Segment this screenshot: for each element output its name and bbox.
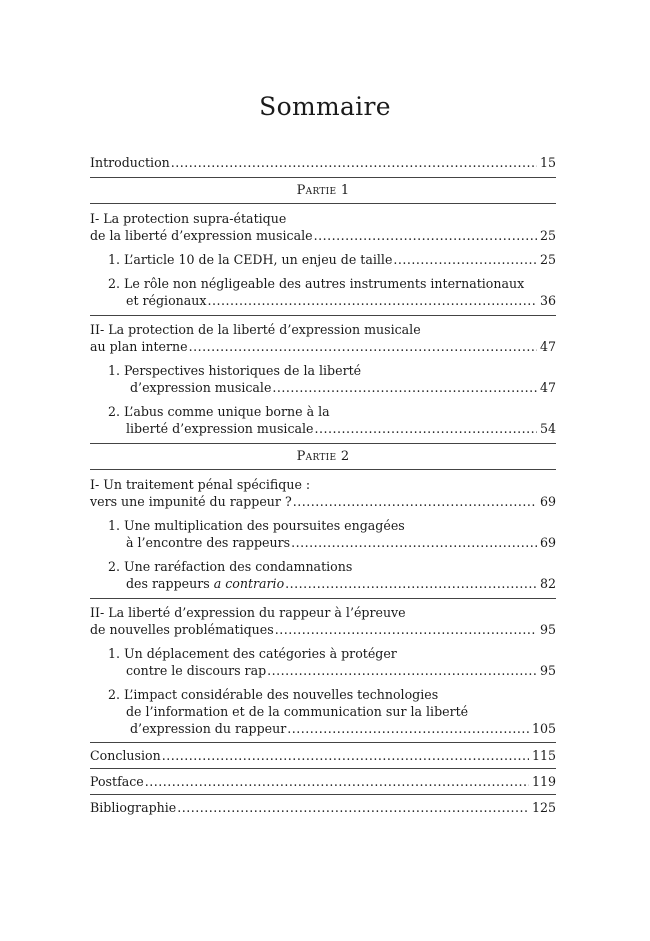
toc-label: 2. Le rôle non négligeable des autres instruments internationaux: [108, 276, 525, 291]
toc-page-number: 25: [539, 252, 556, 267]
toc-label: 2. L’impact considérable des nouvelles technologies: [108, 687, 439, 702]
leader-dots: [267, 662, 537, 679]
toc-leader: [108, 251, 556, 268]
leader-dots: [272, 379, 537, 396]
toc-entry-bibliographie: [90, 799, 556, 816]
toc-leader: [108, 420, 556, 437]
toc-leader: [90, 621, 556, 638]
toc-page-number: 47: [539, 339, 556, 354]
leader-dots: [293, 493, 537, 510]
toc-label: 1. L’article 10 de la CEDH, un enjeu de taille: [108, 252, 393, 267]
toc-subsection: [90, 275, 556, 309]
toc-label: 2. Une raréfaction des condamnations: [108, 559, 353, 574]
toc-label-group: [126, 575, 284, 592]
divider: [90, 742, 556, 743]
leader-dots: [171, 154, 537, 171]
page-title: Sommaire: [259, 92, 391, 121]
divider: [90, 794, 556, 795]
toc-label: 1. Un déplacement des catégories à protéger: [108, 646, 397, 661]
toc-page-number: 15: [539, 155, 556, 170]
toc-label: II- La liberté d’expression du rappeur à l’épreuve: [90, 605, 406, 620]
toc-label: au plan interne: [90, 339, 188, 354]
toc-subsection: [90, 645, 556, 679]
toc-page-number: 82: [539, 576, 556, 591]
toc-subsection: [90, 251, 556, 268]
toc-leader: [108, 720, 556, 737]
table-of-contents: [90, 148, 556, 816]
leader-dots: [189, 338, 537, 355]
toc-label: I- Un traitement pénal spécifique :: [90, 477, 311, 492]
divider: [90, 598, 556, 599]
toc-label: 1. Perspectives historiques de la liberté: [108, 363, 362, 378]
leader-dots: [314, 227, 537, 244]
leader-dots: [393, 251, 537, 268]
toc-entry-conclusion: [90, 747, 556, 764]
toc-label: d’expression musicale: [130, 380, 272, 395]
toc-label: à l’encontre des rappeurs: [126, 535, 291, 550]
toc-label: et régionaux: [126, 293, 207, 308]
divider: [90, 469, 556, 470]
toc-page-number: 119: [531, 774, 556, 789]
toc-label: vers une impunité du rappeur ?: [90, 494, 292, 509]
toc-page-number: 105: [531, 721, 556, 736]
leader-dots: [315, 420, 537, 437]
toc-subsection: [90, 362, 556, 396]
divider: [90, 443, 556, 444]
toc-label: Introduction: [90, 155, 170, 170]
toc-label: II- La protection de la liberté d’expression musicale: [90, 322, 421, 337]
toc-section: [90, 476, 556, 510]
toc-label: contre le discours rap: [126, 663, 267, 678]
toc-label: 1. Une multiplication des poursuites engagées: [108, 518, 405, 533]
toc-subsection: [90, 558, 556, 592]
toc-leader: [90, 747, 556, 764]
toc-label: Postface: [90, 774, 144, 789]
leader-dots: [287, 720, 529, 737]
toc-section: [90, 604, 556, 638]
toc-leader: [90, 338, 556, 355]
toc-leader: [90, 493, 556, 510]
toc-label: liberté d’expression musicale: [126, 421, 314, 436]
toc-label: de l’information et de la communication sur la liberté: [126, 704, 469, 719]
toc-label: 2. L’abus comme unique borne à la: [108, 404, 330, 419]
toc-leader: [90, 227, 556, 244]
leader-dots: [162, 747, 529, 764]
leader-dots: [285, 575, 537, 592]
toc-label: de la liberté d’expression musicale: [90, 228, 313, 243]
toc-label: de nouvelles problématiques: [90, 622, 274, 637]
leader-dots: [177, 799, 529, 816]
toc-page-number: 36: [539, 293, 556, 308]
toc-leader: [108, 575, 556, 592]
leader-dots: [208, 292, 537, 309]
toc-page-number: 95: [539, 663, 556, 678]
toc-entry-postface: [90, 773, 556, 790]
toc-label: Conclusion: [90, 748, 161, 763]
toc-page-number: 125: [531, 800, 556, 815]
toc-page-number: 25: [539, 228, 556, 243]
toc-leader: [108, 379, 556, 396]
toc-label-italic: a contrario: [213, 576, 285, 591]
toc-subsection: [90, 517, 556, 551]
toc-leader-introduction: [90, 154, 556, 171]
toc-leader: [108, 662, 556, 679]
toc-page-number: 69: [539, 494, 556, 509]
toc-subsection: [90, 686, 556, 737]
toc-leader: [108, 292, 556, 309]
toc-label: Bibliographie: [90, 800, 177, 815]
toc-page-number: 95: [539, 622, 556, 637]
divider: [90, 768, 556, 769]
toc-page-number: 54: [539, 421, 556, 436]
leader-dots: [291, 534, 537, 551]
leader-dots: [145, 773, 529, 790]
leader-dots: [275, 621, 537, 638]
toc-leader: [108, 534, 556, 551]
toc-page-number: 47: [539, 380, 556, 395]
toc-section: [90, 210, 556, 244]
toc-subsection: [90, 403, 556, 437]
divider: [90, 177, 556, 178]
divider: [90, 315, 556, 316]
toc-leader: [90, 773, 556, 790]
toc-label: I- La protection supra-étatique: [90, 211, 287, 226]
toc-page-number: 69: [539, 535, 556, 550]
toc-section: [90, 321, 556, 355]
toc-page-number: 115: [531, 748, 556, 763]
toc-label: d’expression du rappeur: [130, 721, 287, 736]
toc-leader: [90, 799, 556, 816]
toc-label: des rappeurs: [126, 576, 214, 591]
part-heading: Partie 1: [296, 183, 350, 198]
toc-entry-introduction: [90, 154, 556, 171]
part-heading: Partie 2: [296, 449, 350, 464]
divider: [90, 203, 556, 204]
